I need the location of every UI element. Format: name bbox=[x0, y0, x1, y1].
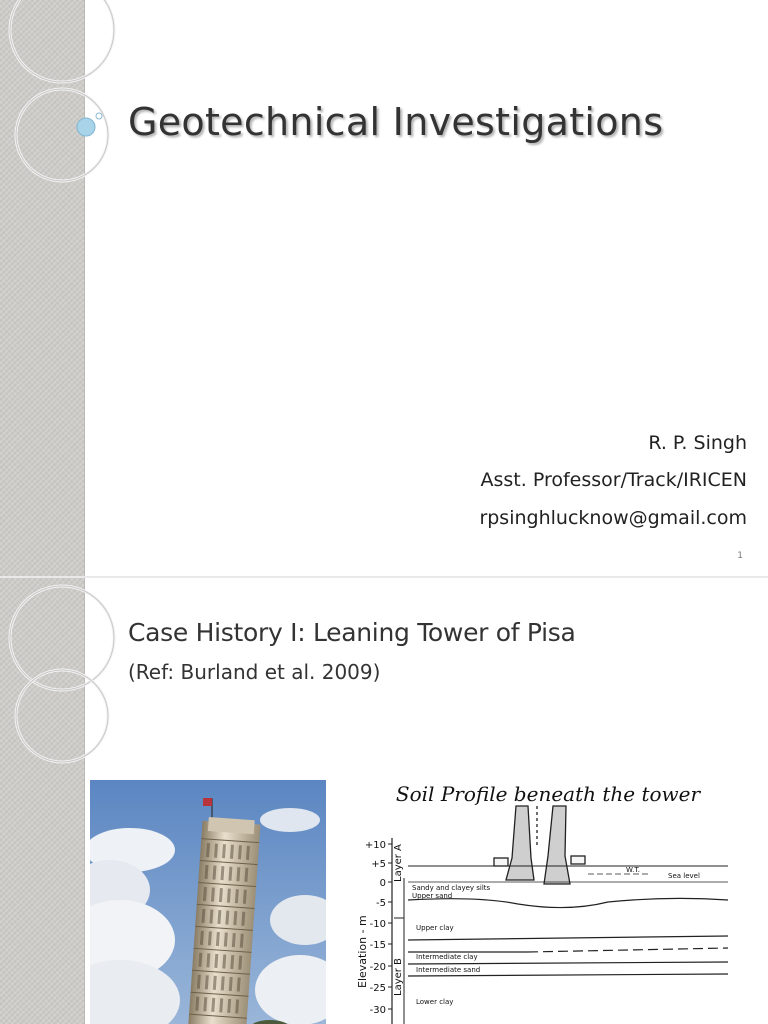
soil-profile-figure bbox=[348, 778, 748, 1024]
tick-label: -20 bbox=[369, 962, 386, 973]
tick-label: 0 bbox=[379, 878, 386, 889]
slide-number: 1 bbox=[737, 551, 743, 561]
tick-label: -15 bbox=[369, 940, 386, 951]
tick-label: +5 bbox=[371, 859, 386, 870]
soil-label: Sandy and clayey silts bbox=[412, 884, 491, 892]
author-email: rpsinghlucknow@gmail.com bbox=[479, 507, 747, 529]
author-name: R. P. Singh bbox=[648, 432, 747, 454]
tick-label: +10 bbox=[364, 840, 386, 851]
author-position: Asst. Professor/Track/IRICEN bbox=[480, 469, 747, 491]
slide-heading: Case History I: Leaning Tower of Pisa bbox=[128, 618, 576, 647]
tick-label: -10 bbox=[369, 919, 386, 930]
tick-label: -30 bbox=[369, 1005, 386, 1016]
accent-dot-icon bbox=[77, 118, 95, 136]
decorative-circles bbox=[0, 578, 160, 798]
case-history-slide bbox=[0, 578, 768, 1024]
tick-label: -5 bbox=[376, 898, 386, 909]
layer-label: Layer A bbox=[393, 844, 404, 882]
soil-label: Intermediate sand bbox=[416, 966, 481, 974]
page-title: Geotechnical Investigations bbox=[128, 100, 664, 144]
soil-label: Intermediate clay bbox=[416, 953, 478, 961]
soil-label: Upper clay bbox=[416, 924, 454, 932]
layer-label: Layer B bbox=[393, 958, 404, 996]
sea-level-label: Sea level bbox=[668, 872, 700, 880]
diagram-title: Soil Profile beneath the tower bbox=[395, 782, 701, 806]
tick-label: -25 bbox=[369, 983, 386, 994]
y-axis-label: Elevation - m bbox=[356, 915, 369, 988]
leaning-tower-photo bbox=[90, 780, 326, 1024]
soil-label: Upper sand bbox=[412, 892, 453, 900]
soil-label: Lower clay bbox=[416, 998, 454, 1006]
water-table-label: W.T. bbox=[626, 866, 641, 874]
reference-text: (Ref: Burland et al. 2009) bbox=[128, 660, 381, 684]
soil-profile-diagram bbox=[348, 778, 748, 1024]
